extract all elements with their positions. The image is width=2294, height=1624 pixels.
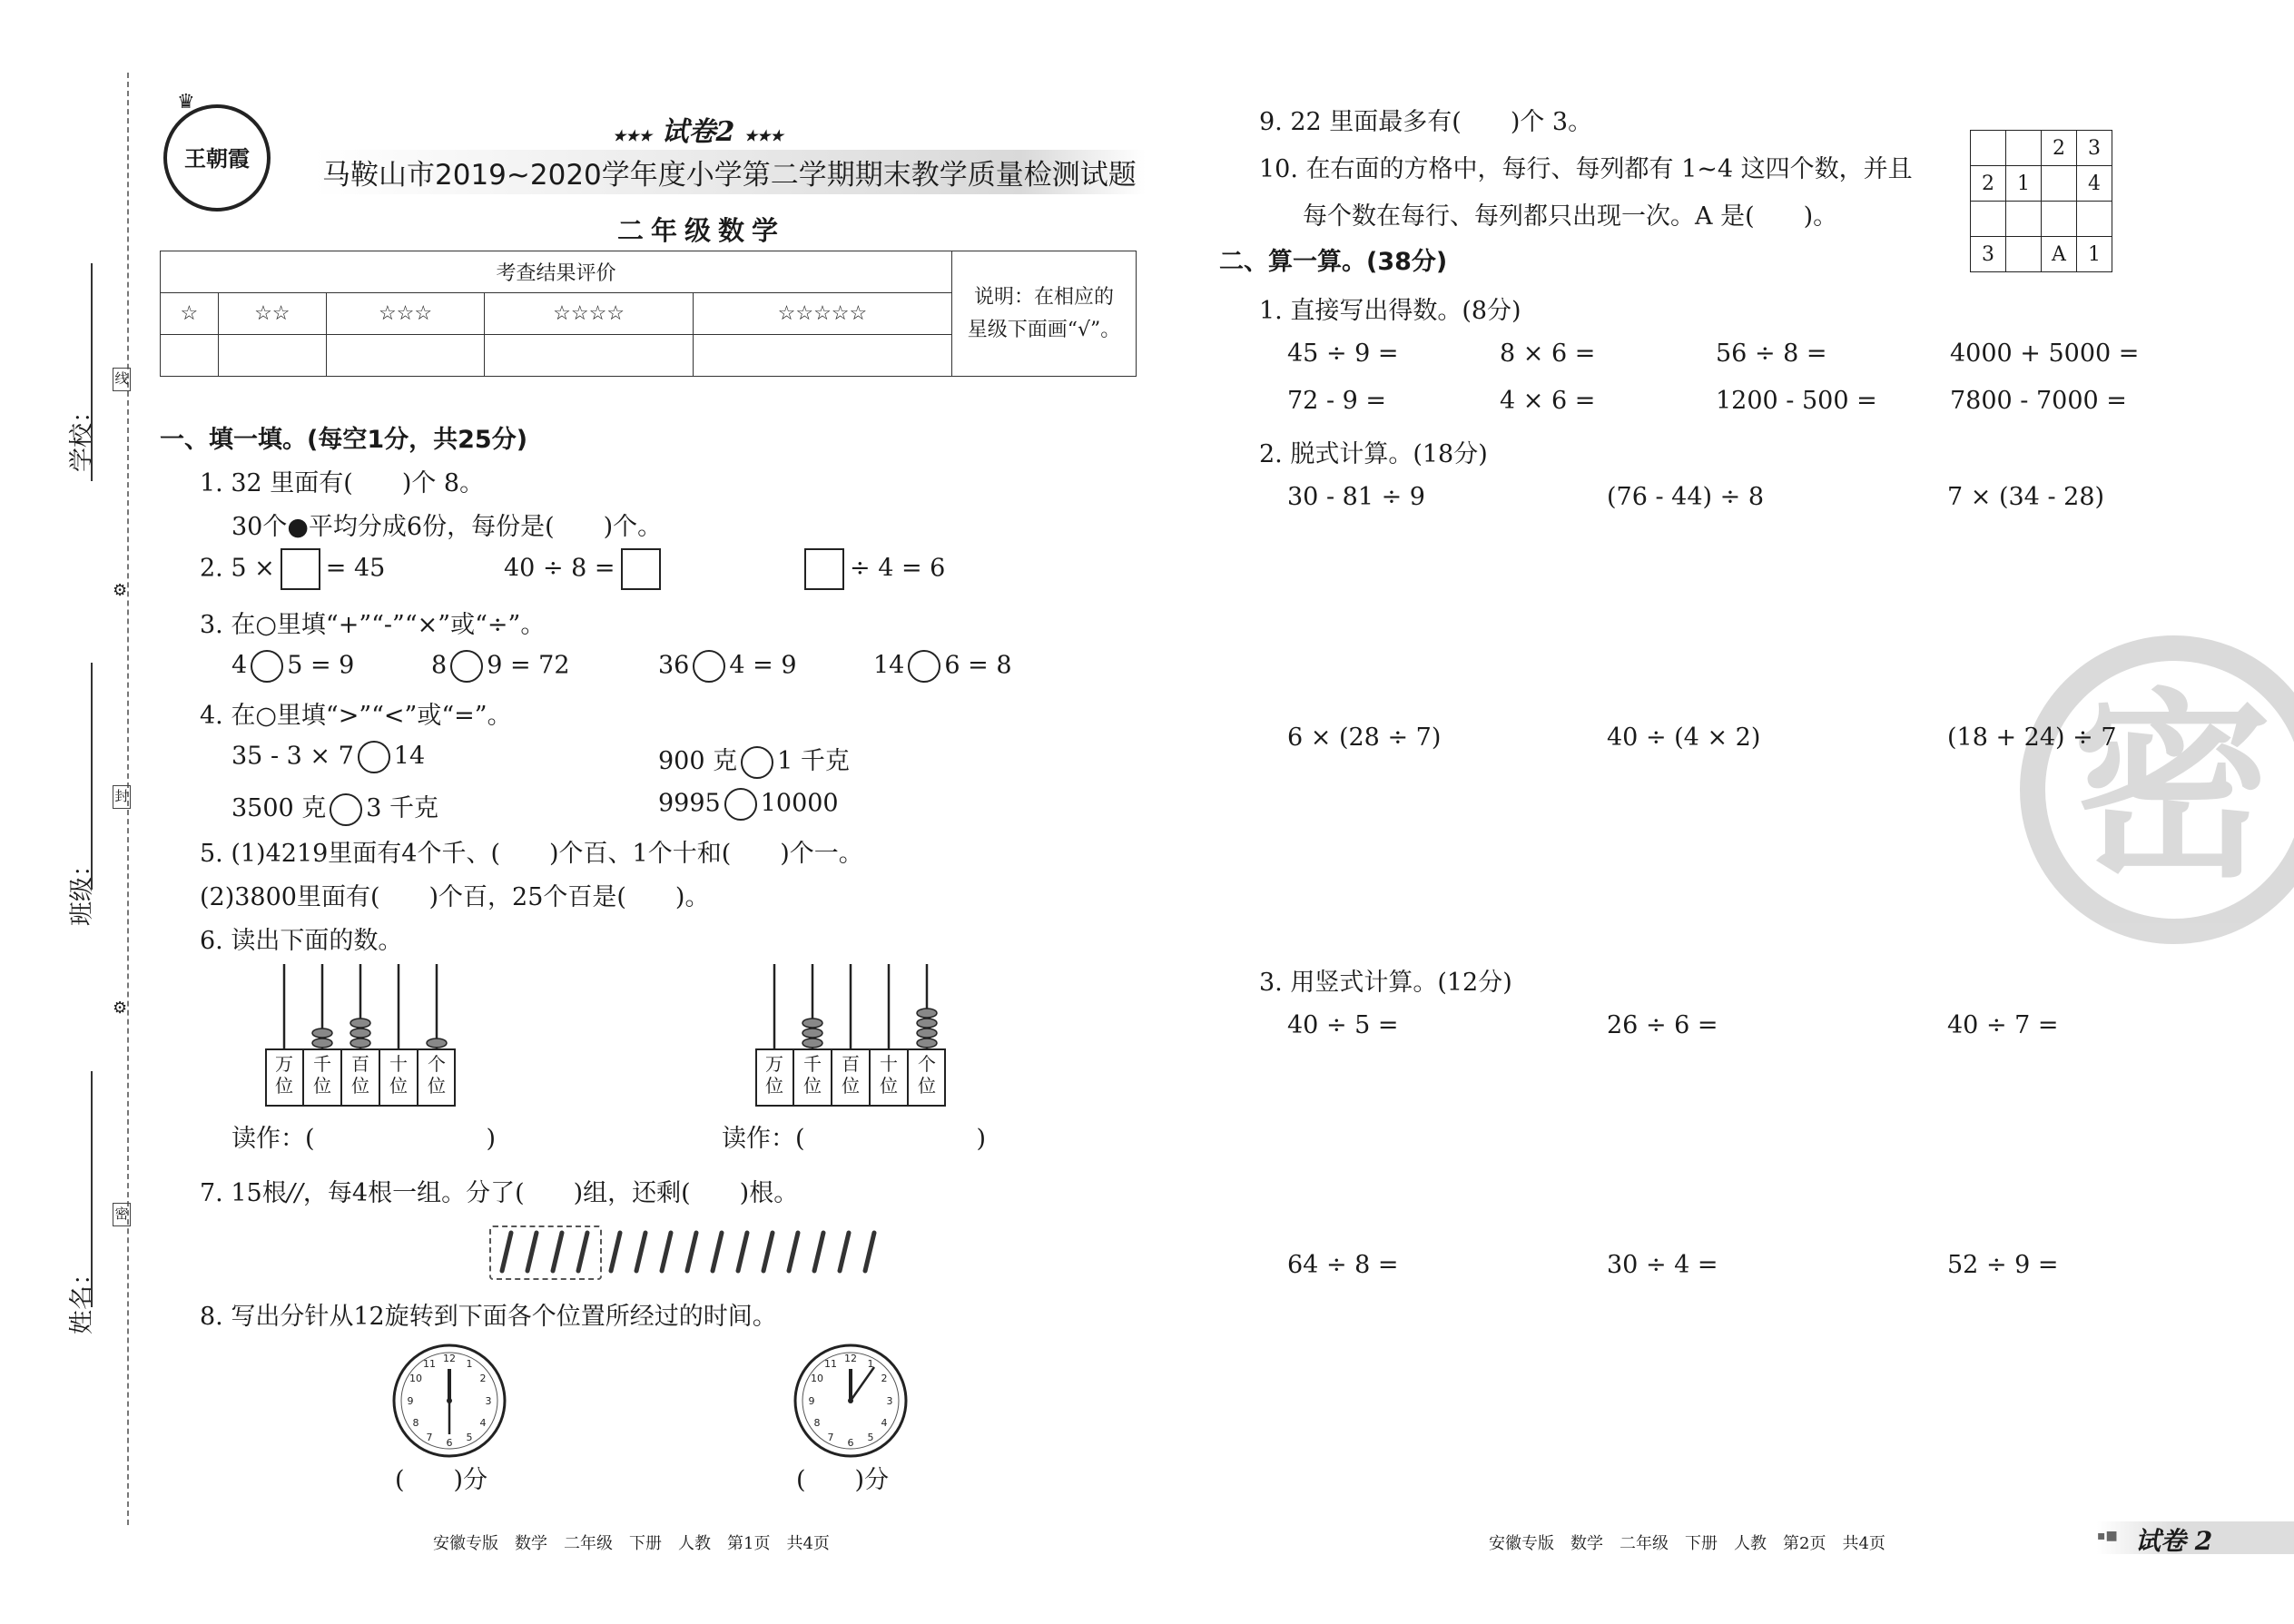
evaluation-note: 说明：在相应的 星级下面画“√”。 (952, 251, 1137, 377)
section1-heading: 一、填一填。(每空1分，共25分) (160, 426, 528, 454)
seal-mark-secret: 密 (113, 1203, 131, 1226)
q4-item: 9995 10000 (658, 788, 839, 821)
q3-item: 14 6 = 8 (873, 650, 1012, 683)
grid-cell: 2 (1971, 166, 2006, 202)
crown-icon: ♛ (177, 91, 197, 113)
footer-tag: 试卷 2 (2135, 1526, 2213, 1556)
clock-answer-2[interactable]: ( )分 (796, 1466, 890, 1494)
school-blank[interactable] (91, 263, 93, 481)
group-outline (489, 1225, 602, 1280)
name-blank[interactable] (91, 1071, 93, 1307)
grid-cell (2006, 131, 2042, 166)
svg-text:6: 6 (847, 1437, 854, 1449)
q1-line1: 1. 32 里面有( )个 8。 (200, 469, 485, 497)
clock-2 (792, 1342, 910, 1463)
answer-box[interactable] (621, 548, 661, 590)
gear-ornament-icon: ⚙ (113, 581, 128, 600)
seal-mark-line: 线 (113, 368, 131, 391)
evaluation-header: 考查结果评价 (161, 251, 952, 293)
stepwise-calc: 6 × (28 ÷ 7) (1287, 723, 1442, 752)
clock-1 (390, 1342, 508, 1463)
sticks-illustration (486, 1224, 903, 1280)
grid-cell: 2 (2042, 131, 2077, 166)
class-blank[interactable] (91, 663, 93, 890)
answer-box[interactable] (281, 548, 320, 590)
p2-heading: 2. 脱式计算。(18分) (1259, 440, 1488, 468)
operator-circle[interactable] (450, 650, 483, 683)
svg-text:12: 12 (443, 1353, 456, 1364)
star-level-4: ☆☆☆☆ (485, 293, 694, 335)
stepwise-calc: (76 - 44) ÷ 8 (1607, 483, 1765, 511)
compare-circle[interactable] (724, 788, 757, 821)
sticks-icon: // (286, 1179, 303, 1207)
abacus-label: 个位 (918, 1053, 936, 1097)
grid-cell (2077, 202, 2112, 237)
svg-text:7: 7 (426, 1432, 433, 1443)
svg-text:11: 11 (423, 1358, 436, 1370)
vertical-calc: 26 ÷ 6 = (1607, 1011, 1718, 1039)
watermark-glyph: 密 (2072, 672, 2273, 904)
school-label: 学校： (68, 399, 96, 472)
answer-box[interactable] (804, 548, 844, 590)
abacus-label: 十位 (880, 1053, 898, 1097)
evaluation-table (160, 251, 1137, 377)
number-grid (1970, 130, 2112, 272)
grid-cell: 1 (2006, 166, 2042, 202)
p3-heading: 3. 用竖式计算。(12分) (1259, 969, 1512, 997)
q3-item: 4 5 = 9 (231, 650, 354, 683)
svg-text:1: 1 (867, 1358, 874, 1370)
compare-circle[interactable] (330, 793, 362, 826)
grid-cell (2042, 202, 2077, 237)
operator-circle[interactable] (251, 650, 283, 683)
svg-text:12: 12 (844, 1353, 857, 1364)
star-icon: ★★★ (743, 127, 783, 144)
abacus-label: 百位 (842, 1053, 860, 1097)
svg-text:7: 7 (827, 1432, 834, 1443)
svg-text:8: 8 (813, 1417, 821, 1429)
oral-calc: 45 ÷ 9 = (1287, 340, 1399, 368)
class-label: 班级： (68, 852, 96, 926)
stepwise-calc: 40 ÷ (4 × 2) (1607, 723, 1761, 752)
grid-cell (2042, 166, 2077, 202)
p1-heading: 1. 直接写出得数。(8分) (1259, 297, 1521, 325)
q2-b: 40 ÷ 8 = (504, 548, 666, 590)
q4-text: 4. 在○里填“>”“<”或“=”。 (200, 702, 512, 730)
svg-text:3: 3 (485, 1395, 492, 1407)
svg-text:9: 9 (407, 1395, 414, 1407)
compare-circle[interactable] (741, 746, 773, 779)
star-level-1: ☆ (161, 293, 219, 335)
grid-cell (2006, 237, 2042, 272)
oral-calc: 8 × 6 = (1500, 340, 1596, 368)
q10-line1: 10. 在右面的方格中，每行、每列都有 1~4 这四个数，并且 (1259, 155, 1913, 183)
grid-cell (1971, 131, 2006, 166)
vertical-calc: 30 ÷ 4 = (1607, 1251, 1718, 1279)
paper-tag: ★★★ 试卷2 ★★★ (613, 116, 783, 148)
grid-cell (1971, 202, 2006, 237)
abacus-label: 百位 (351, 1053, 369, 1097)
grid-cell (2006, 202, 2042, 237)
exam-title: 马鞍山市2019~2020学年度小学第二学期期末教学质量检测试题 (313, 150, 1146, 194)
squares-icon: ▪■ (2097, 1529, 2118, 1543)
abacus-label: 个位 (428, 1053, 446, 1097)
q5-line2: (2)3800里面有( )个百，25个百是( )。 (200, 883, 710, 911)
read-as-1[interactable]: 读作：( ) (231, 1125, 497, 1153)
svg-text:3: 3 (886, 1395, 893, 1407)
oral-calc: 56 ÷ 8 = (1716, 340, 1827, 368)
abacus-2 (755, 962, 946, 1107)
operator-circle[interactable] (693, 650, 725, 683)
oral-calc: 7800 - 7000 = (1950, 387, 2127, 415)
svg-text:5: 5 (867, 1432, 874, 1443)
check-cell[interactable] (485, 335, 694, 377)
star-icon: ★★★ (613, 127, 653, 144)
check-cell[interactable] (218, 335, 326, 377)
vertical-calc: 40 ÷ 7 = (1947, 1011, 2059, 1039)
grid-cell: A (2042, 237, 2077, 272)
stepwise-calc: 30 - 81 ÷ 9 (1287, 483, 1425, 511)
star-level-2: ☆☆ (218, 293, 326, 335)
q2-c: ÷ 4 = 6 (799, 548, 945, 590)
check-cell[interactable] (693, 335, 951, 377)
oral-calc: 4000 + 5000 = (1950, 340, 2140, 368)
vertical-calc: 64 ÷ 8 = (1287, 1251, 1399, 1279)
svg-text:5: 5 (466, 1432, 473, 1443)
q7-text: 7. 15根//，每4根一组。分了( )组，还剩( )根。 (200, 1179, 799, 1207)
logo-badge-icon (163, 104, 271, 212)
q9-text: 9. 22 里面最多有( )个 3。 (1259, 108, 1593, 136)
q4-item: 35 - 3 × 7 14 (231, 741, 425, 773)
star-level-3: ☆☆☆ (326, 293, 484, 335)
abacus-label: 千位 (803, 1053, 822, 1097)
stepwise-calc: 7 × (34 - 28) (1947, 483, 2105, 511)
grid-cell: 3 (2077, 131, 2112, 166)
grid-cell: 4 (2077, 166, 2112, 202)
operator-circle[interactable] (908, 650, 940, 683)
abacus-label: 万位 (765, 1053, 783, 1097)
footer-right: 安徽专版 数学 二年级 下册 人教 第2页 共4页 (1489, 1534, 1885, 1553)
clock-answer-1[interactable]: ( )分 (395, 1466, 488, 1494)
oral-calc: 4 × 6 = (1500, 387, 1596, 415)
svg-text:10: 10 (409, 1373, 422, 1384)
star-level-5: ☆☆☆☆☆ (693, 293, 951, 335)
check-cell[interactable] (161, 335, 219, 377)
q1-line2: 30个●平均分成6份，每份是( )个。 (231, 513, 663, 541)
grid-cell: 3 (1971, 237, 2006, 272)
abacus-label: 千位 (313, 1053, 331, 1097)
secret-watermark-icon (2020, 635, 2294, 944)
svg-text:2: 2 (881, 1373, 888, 1384)
q10-line2: 每个数在每行、每列都只出现一次。A 是( )。 (1303, 202, 1838, 231)
q3-text: 3. 在○里填“+”“-”“×”或“÷”。 (200, 611, 546, 639)
q8-text: 8. 写出分针从12旋转到下面各个位置所经过的时间。 (200, 1303, 777, 1331)
q4-item: 3500 克 3 千克 (231, 788, 438, 826)
vertical-calc: 52 ÷ 9 = (1947, 1251, 2059, 1279)
svg-text:1: 1 (466, 1358, 473, 1370)
section2-heading: 二、算一算。(38分) (1219, 248, 1448, 276)
q6-text: 6. 读出下面的数。 (200, 927, 403, 955)
page-subtitle: 二年级数学 (617, 215, 786, 246)
svg-text:8: 8 (412, 1417, 419, 1429)
svg-text:10: 10 (811, 1373, 823, 1384)
svg-text:4: 4 (479, 1417, 487, 1429)
logo-text: 王朝霞 (184, 145, 250, 172)
svg-text:4: 4 (881, 1417, 888, 1429)
q3-item: 8 9 = 72 (431, 650, 570, 683)
check-cell[interactable] (326, 335, 484, 377)
name-label: 姓名： (68, 1261, 96, 1334)
q3-item: 36 4 = 9 (658, 650, 797, 683)
q4-item: 900 克 1 千克 (658, 741, 850, 779)
svg-text:9: 9 (808, 1395, 815, 1407)
svg-text:6: 6 (446, 1437, 453, 1449)
compare-circle[interactable] (358, 741, 390, 773)
clock-icon (792, 1342, 910, 1460)
abacus-1 (265, 962, 456, 1107)
gear-ornament-icon: ⚙ (113, 999, 128, 1018)
abacus-label: 十位 (389, 1053, 408, 1097)
grid-cell: 1 (2077, 237, 2112, 272)
clock-icon (390, 1342, 508, 1460)
svg-text:11: 11 (824, 1358, 837, 1370)
read-as-2[interactable]: 读作：( ) (722, 1125, 987, 1153)
oral-calc: 1200 - 500 = (1716, 387, 1877, 415)
q5-line1: 5. (1)4219里面有4个千、( )个百、1个十和( )个一。 (200, 840, 863, 868)
vertical-calc: 40 ÷ 5 = (1287, 1011, 1399, 1039)
q2-a: 2. 5 × = 45 (200, 548, 385, 590)
abacus-label: 万位 (275, 1053, 293, 1097)
footer-left: 安徽专版 数学 二年级 下册 人教 第1页 共4页 (433, 1534, 830, 1553)
svg-text:2: 2 (479, 1373, 487, 1384)
stepwise-calc: (18 + 24) ÷ 7 (1947, 723, 2117, 752)
seal-mark-seal: 封 (113, 785, 131, 809)
oral-calc: 72 - 9 = (1287, 387, 1387, 415)
